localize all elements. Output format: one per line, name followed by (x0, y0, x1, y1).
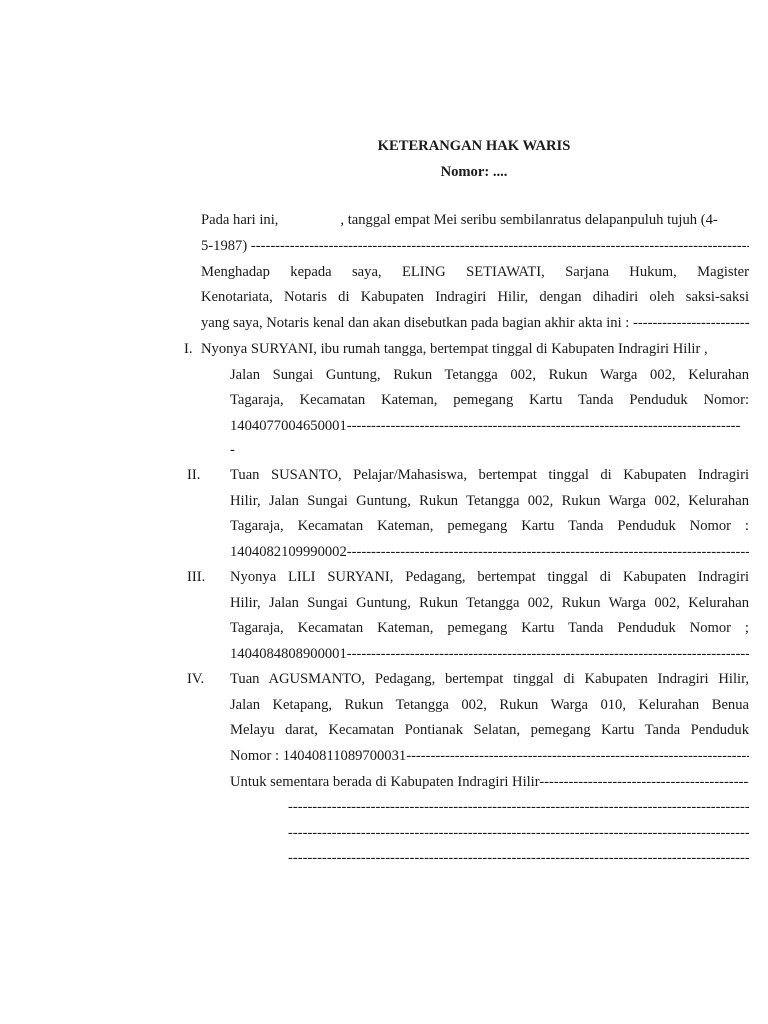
intro-line-2: 5-1987) ----- (201, 237, 749, 255)
party-1-line-4: 1404077004650001 ----- (230, 417, 741, 435)
document-title: KETERANGAN HAK WARIS (377, 138, 571, 154)
party-2-marker: II. (187, 467, 201, 483)
party-1-line-1: Nyonya SURYANI, ibu rumah tangga, bertempat tinggal di Kabupaten Indragiri Hilir , (201, 341, 708, 357)
intro-line-3: Menghadap kepada saya, ELING SETIAWATI, Sarjana Hukum, Magister (201, 264, 749, 280)
party-1-line-5: - (230, 442, 235, 458)
party-2-line-4: 1404082109990002 ----- (230, 543, 749, 561)
party-1-line-3: Tagaraja, Kecamatan Kateman, pemegang Kartu Tanda Penduduk Nomor: (230, 392, 749, 408)
intro-line-4: Kenotariata, Notaris di Kabupaten Indragiri Hilir, dengan dihadiri oleh saksi-saksi (201, 289, 749, 305)
filler-dash-line (288, 849, 749, 867)
document-number: Nomor: .... (440, 164, 508, 180)
intro-line-5: yang saya, Notaris kenal dan akan disebutkan pada bagian akhir akta ini : ----- (201, 314, 749, 332)
party-4-line-2: Jalan Ketapang, Rukun Tetangga 002, Rukun Warga 010, Kelurahan Benua (230, 697, 749, 713)
party-3-line-2: Hilir, Jalan Sungai Guntung, Rukun Tetangga 002, Rukun Warga 002, Kelurahan (230, 595, 749, 611)
party-2-line-3: Tagaraja, Kecamatan Kateman, pemegang Kartu Tanda Penduduk Nomor : (230, 518, 749, 534)
party-3-line-4: 1404084808900001 ----- (230, 645, 749, 663)
party-2-line-1: Tuan SUSANTO, Pelajar/Mahasiswa, bertempat tinggal di Kabupaten Indragiri (230, 467, 749, 483)
party-1-line-2: Jalan Sungai Guntung, Rukun Tetangga 002, Rukun Warga 002, Kelurahan (230, 367, 749, 383)
party-4-line-4: Nomor : 14040811089700031 ----- (230, 747, 749, 765)
party-4-line-5: Untuk sementara berada di Kabupaten Indragiri Hilir ----- (230, 773, 749, 791)
party-4-marker: IV. (187, 671, 205, 687)
party-4-line-3: Melayu darat, Kecamatan Pontianak Selatan, pemegang Kartu Tanda Penduduk (230, 722, 749, 738)
party-3-line-3: Tagaraja, Kecamatan Kateman, pemegang Kartu Tanda Penduduk Nomor ; (230, 620, 749, 636)
filler-dash-line (288, 824, 749, 842)
party-1-marker: I. (184, 341, 193, 357)
filler-dash-line (288, 798, 749, 816)
party-2-line-2: Hilir, Jalan Sungai Guntung, Rukun Tetangga 002, Rukun Warga 002, Kelurahan (230, 493, 749, 509)
intro-line-1: Pada hari ini, , tanggal empat Mei seribu sembilanratus delapanpuluh tujuh (4- (201, 212, 718, 228)
party-3-marker: III. (187, 569, 206, 585)
party-4-line-1: Tuan AGUSMANTO, Pedagang, bertempat tinggal di Kabupaten Indragiri Hilir, (230, 671, 749, 687)
party-3-line-1: Nyonya LILI SURYANI, Pedagang, bertempat tinggal di Kabupaten Indragiri (230, 569, 749, 585)
